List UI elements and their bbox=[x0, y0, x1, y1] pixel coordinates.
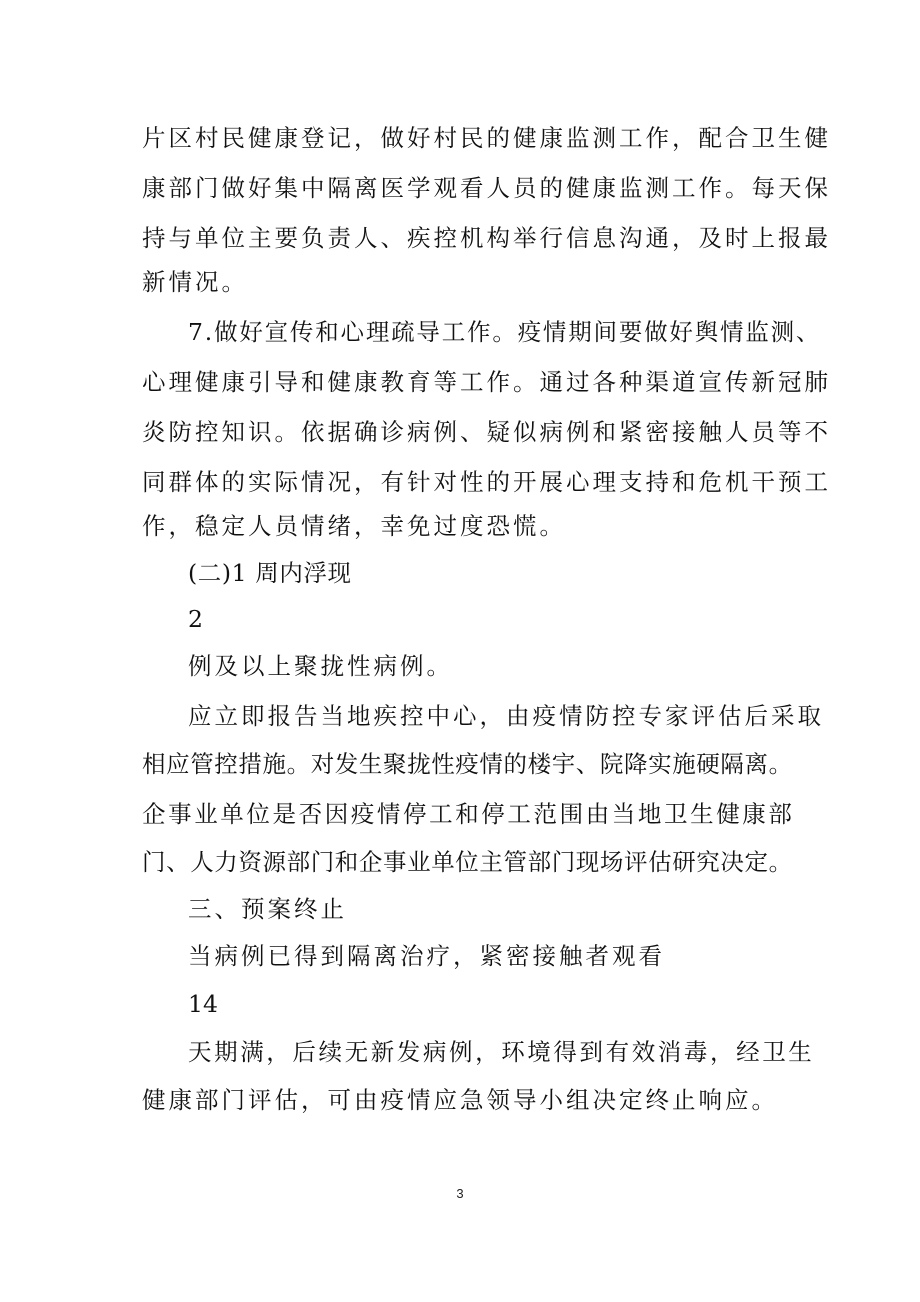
body-line: 相应管控措施。对发生聚拢性疫情的楼宇、院降实施硬隔离。 bbox=[142, 750, 793, 778]
body-line: 天期满，后续无新发病例，环境得到有效消毒，经卫生 bbox=[188, 1038, 815, 1066]
body-line: 门、人力资源部门和企事业单位主管部门现场评估研究决定。 bbox=[142, 848, 793, 876]
body-line: 14 bbox=[188, 990, 218, 1018]
body-line: 炎防控知识。依据确诊病例、疑似病例和紧密接触人员等不 bbox=[142, 418, 831, 446]
section-heading: 三、预案终止 bbox=[188, 895, 347, 923]
body-line: 片区村民健康登记，做好村民的健康监测工作，配合卫生健 bbox=[142, 124, 831, 152]
body-line: 持与单位主要负责人、疾控机构举行信息沟通，及时上报最 bbox=[142, 224, 831, 252]
body-line: 健康部门评估，可由疫情应急领导小组决定终止响应。 bbox=[142, 1086, 778, 1114]
body-line: 作，稳定人员情绪，幸免过度恐慌。 bbox=[142, 512, 566, 540]
body-line: 企事业单位是否因疫情停工和停工范围由当地卫生健康部 bbox=[142, 800, 795, 828]
body-line: 2 bbox=[188, 605, 203, 633]
section-heading: (二)1 周内浮现 bbox=[188, 559, 352, 587]
body-line: 康部门做好集中隔离医学观看人员的健康监测工作。每天保 bbox=[142, 174, 831, 202]
body-line: 例及以上聚拢性病例。 bbox=[188, 652, 453, 680]
body-line: 同群体的实际情况，有针对性的开展心理支持和危机干预工 bbox=[142, 468, 831, 496]
body-line: 心理健康引导和健康教育等工作。通过各种渠道宣传新冠肺 bbox=[142, 368, 831, 396]
page-number: 3 bbox=[456, 1186, 464, 1201]
body-line: 应立即报告当地疾控中心，由疫情防控专家评估后采取 bbox=[188, 702, 824, 730]
body-line: 当病例已得到隔离治疗，紧密接触者观看 bbox=[188, 942, 665, 970]
body-line: 新情况。 bbox=[142, 268, 248, 296]
body-line: 7.做好宣传和心理疏导工作。疫情期间要做好舆情监测、 bbox=[188, 318, 822, 346]
